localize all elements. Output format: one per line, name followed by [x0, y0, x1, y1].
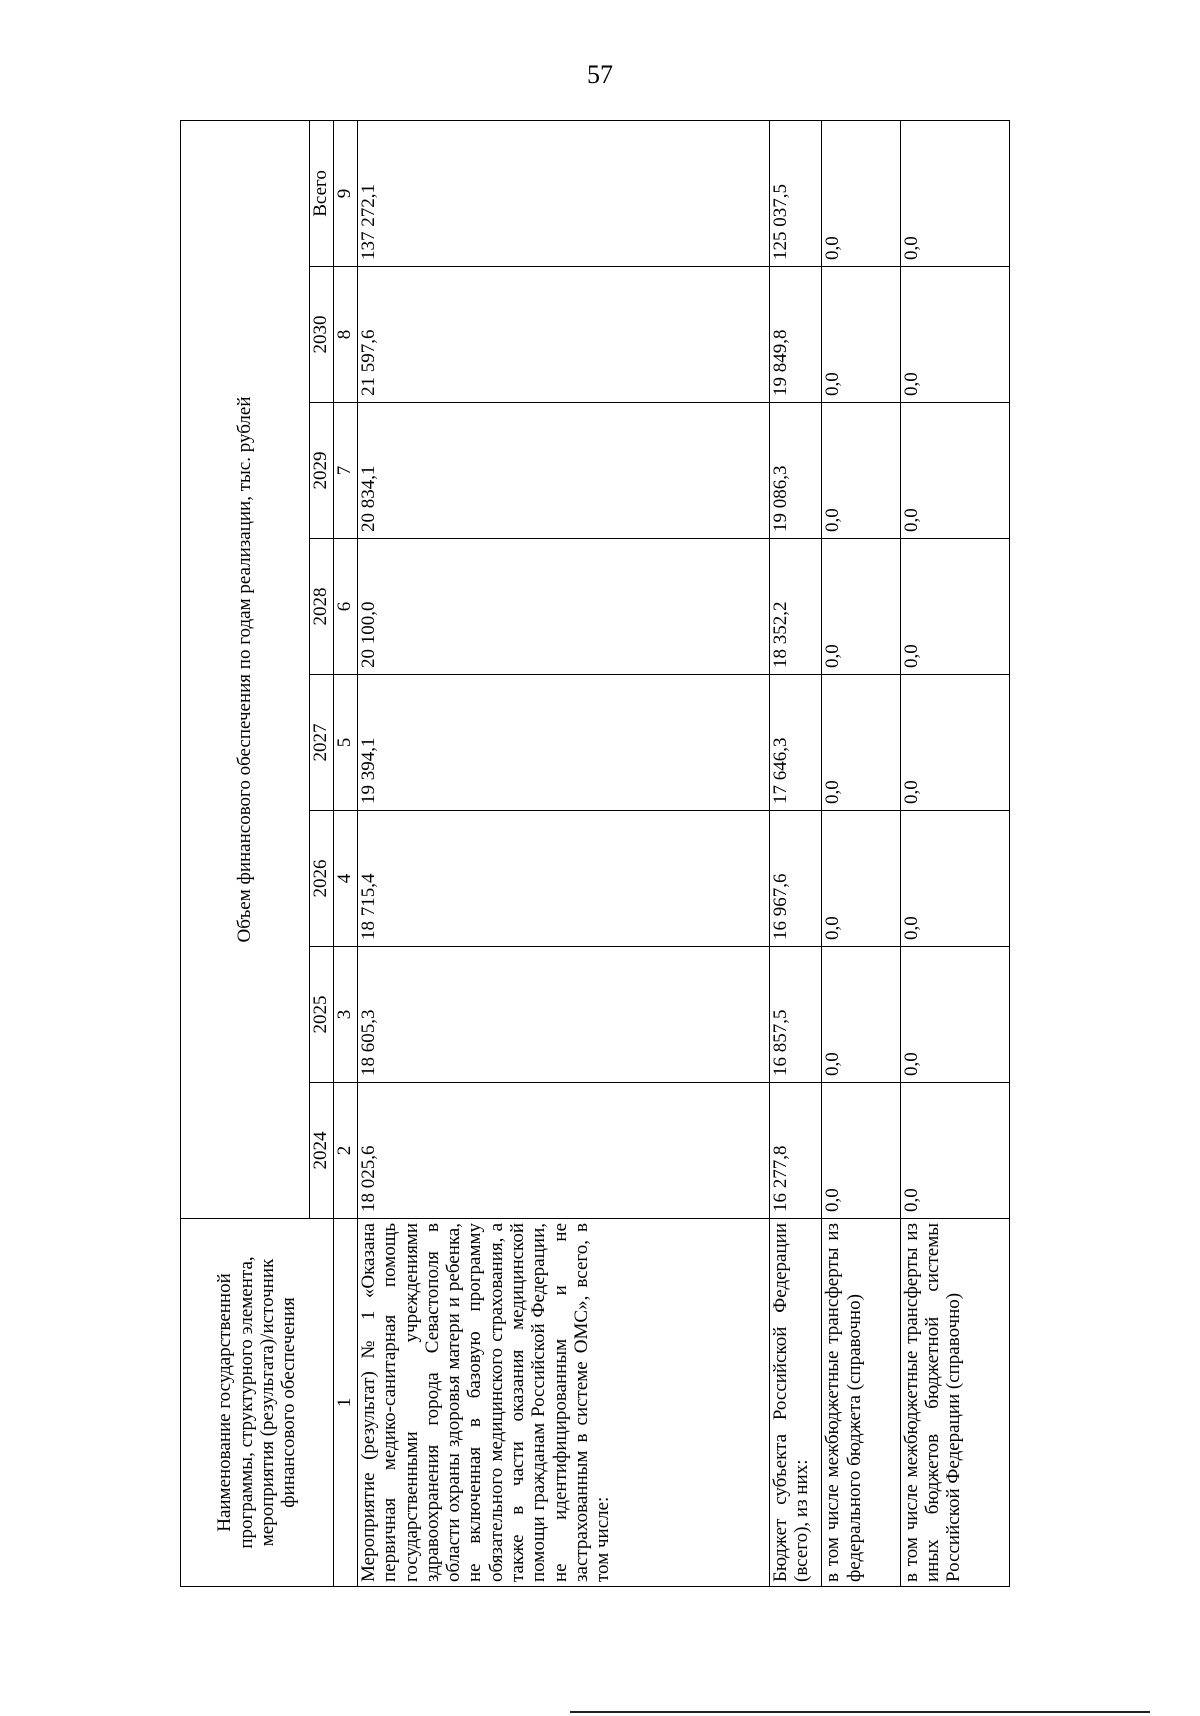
column-number: 2: [333, 1083, 357, 1219]
value-cell: 18 352,2: [770, 539, 822, 675]
value-cell: 19 394,1: [358, 675, 770, 811]
value-cell: 0,0: [900, 1083, 1009, 1219]
column-number: 7: [333, 403, 357, 539]
bottom-rule: [570, 1711, 1150, 1713]
value-cell: 0,0: [900, 267, 1009, 403]
value-cell: 19 849,8: [770, 267, 822, 403]
table-row: [358, 120, 770, 1586]
value-cell: 0,0: [822, 267, 900, 403]
page-number: 57: [587, 60, 613, 89]
value-cell: 20 100,0: [358, 539, 770, 675]
value-cell: 125 037,5: [770, 120, 822, 266]
value-cell: 0,0: [822, 539, 900, 675]
year-header: Всего: [309, 120, 333, 266]
year-header: 2026: [309, 811, 333, 947]
value-cell: 137 272,1: [358, 120, 770, 266]
value-cell: 0,0: [900, 811, 1009, 947]
table-row: [770, 120, 822, 1586]
value-cell: 0,0: [900, 539, 1009, 675]
year-header: 2027: [309, 675, 333, 811]
column-number: 4: [333, 811, 357, 947]
year-header: 2024: [309, 1083, 333, 1219]
column-number: 9: [333, 120, 357, 266]
year-header: 2030: [309, 267, 333, 403]
value-cell: 0,0: [900, 947, 1009, 1083]
value-cell: 0,0: [822, 811, 900, 947]
value-cell: 17 646,3: [770, 675, 822, 811]
value-cell: 0,0: [822, 675, 900, 811]
value-cell: 0,0: [822, 1083, 900, 1219]
rotated-table-container: [180, 121, 1010, 1587]
value-cell: 19 086,3: [770, 403, 822, 539]
value-cell: 20 834,1: [358, 403, 770, 539]
value-cell: 18 715,4: [358, 811, 770, 947]
value-cell: 16 277,8: [770, 1083, 822, 1219]
table-row: [900, 120, 1009, 1586]
value-cell: 0,0: [822, 403, 900, 539]
year-header: 2028: [309, 539, 333, 675]
year-header: 2029: [309, 403, 333, 539]
value-cell: 16 857,5: [770, 947, 822, 1083]
row-name-cell: Мероприятие (результат) № 1 «Оказана первичная медико-санитарная помощь государственными учреждениями здравоохранения города Севастополя в области охраны здоровья матери и ребенка, не включенная в базовую программу обязательного медицинского страхования, а также в части оказания медицинской помощи гражданам Российской Федерации, не идентифицированным и не застрахованным в системе ОМС», всего, в том числе:: [358, 1219, 770, 1587]
header-volume-cell: Объем финансового обеспечения по годам реализации, тыс. рублей: [181, 120, 310, 1218]
row-name-cell: Бюджет субъекта Российской Федерации (всего), из них:: [770, 1219, 822, 1587]
year-header: 2025: [309, 947, 333, 1083]
value-cell: 18 605,3: [358, 947, 770, 1083]
row-name-cell: в том числе межбюджетные трансферты из федерального бюджета (справочно): [822, 1219, 900, 1587]
value-cell: 0,0: [822, 947, 900, 1083]
column-number: 6: [333, 539, 357, 675]
column-number: 8: [333, 267, 357, 403]
table-row: [822, 120, 900, 1586]
column-number: 5: [333, 675, 357, 811]
header-name-cell: Наименование государственной программы, структурного элемента, мероприятия (результата)/источник финансового обеспечения: [181, 1219, 334, 1587]
value-cell: 0,0: [900, 120, 1009, 266]
value-cell: 0,0: [900, 403, 1009, 539]
row-name-cell: в том числе межбюджетные трансферты из иных бюджетов бюджетной системы Российской Федерации (справочно): [900, 1219, 1009, 1587]
value-cell: 21 597,6: [358, 267, 770, 403]
value-cell: 18 025,6: [358, 1083, 770, 1219]
value-cell: 0,0: [900, 675, 1009, 811]
value-cell: 0,0: [822, 120, 900, 266]
value-cell: 16 967,6: [770, 811, 822, 947]
financing-table: [180, 120, 1010, 1587]
column-number: 3: [333, 947, 357, 1083]
column-number: 1: [333, 1219, 357, 1587]
